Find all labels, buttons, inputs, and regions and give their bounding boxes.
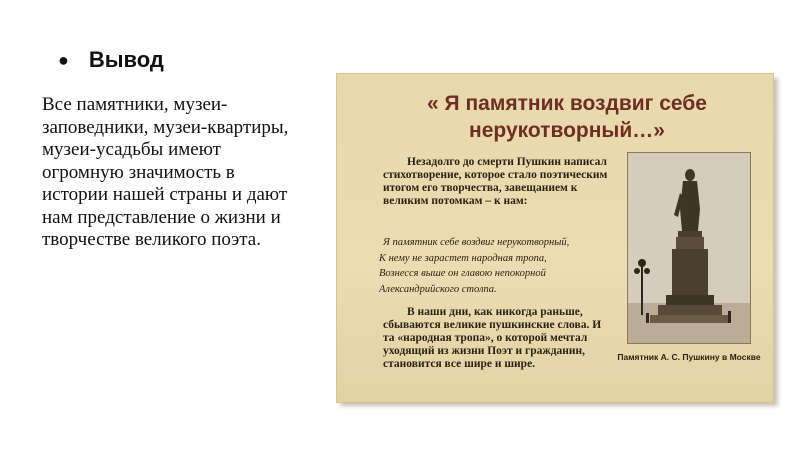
- poem-line: Я памятник себе воздвиг нерукотворный,: [383, 237, 570, 248]
- poem-line: Вознесся выше он главою непокорной: [379, 268, 546, 279]
- monument-illustration: [628, 153, 751, 344]
- poem-line: Александрийского столпа.: [379, 283, 497, 295]
- poem-line: К нему не зарастет народная тропа,: [379, 252, 547, 264]
- poem-quote: [379, 235, 619, 297]
- bullet-icon: ●: [58, 49, 69, 70]
- pushkin-card: [336, 73, 774, 403]
- card-paragraph-intro: Незадолго до смерти Пушкин написал стихотворение, которое стало поэтическим итогом его творчества, завещанием к великим потомкам – к нам:: [383, 156, 608, 207]
- bullet-heading-row: [58, 47, 164, 73]
- photo-caption: Памятник А. С. Пушкину в Москве: [617, 352, 761, 362]
- conclusion-text: Все памятники, музеи-заповедники, музеи-квартиры, музеи-усадьбы имеют огромную значимость в истории нашей страны и дают нам представление о жизни и творчестве великого поэта.: [42, 94, 289, 250]
- pushkin-monument-photo: [627, 152, 751, 344]
- card-title: « Я памятник воздвиг себе нерукотворный…»: [427, 92, 707, 142]
- card-paragraph-today: В наши дни, как никогда раньше, сбываются великие пушкинские слова. И та «народная тропа», о которой мечтал уходящий из жизни Поэт и гражданин, становится все шире и шире.: [383, 306, 602, 370]
- bullet-heading: Вывод: [88, 47, 164, 72]
